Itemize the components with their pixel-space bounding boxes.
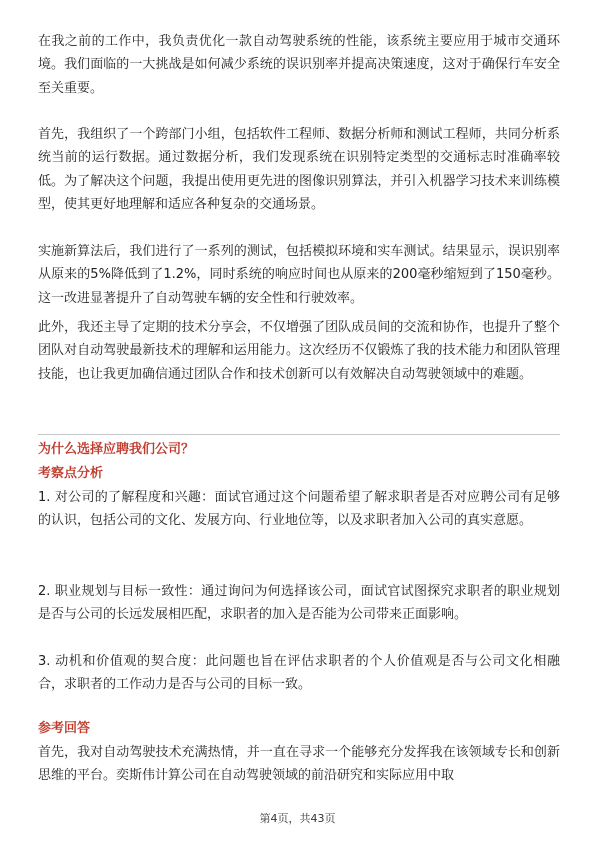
analysis-heading: 考察点分析: [38, 466, 104, 481]
answer-text: 首先，我对自动驾驶技术充满热情，并一直在寻求一个能够充分发挥我在该领域专长和创新思维的平台。奕斯伟计算公司在自动驾驶领域的前沿研究和实际应用中取: [38, 745, 560, 784]
paragraph-actions: 首先，我组织了一个跨部门小组，包括软件工程师、数据分析师和测试工程师，共同分析系统当前的运行数据。通过数据分析，我们发现系统在识别特定类型的交通标志时准确率较低。为了解决这个问题，我提出使用更先进的图像识别算法，并引入机器学习技术来训练模型，使其更好地理解和适应各种复杂的交通场景。: [38, 127, 560, 213]
answer-heading: 参考回答: [38, 721, 91, 736]
paragraph-extra: 此外，我还主导了定期的技术分享会，不仅增强了团队成员间的交流和协作，也提升了整个团队对自动驾驶最新技术的理解和运用能力。这次经历不仅锻炼了我的技术能力和团队管理技能，也让我更加确信通过团队合作和技术创新可以有效解决自动驾驶领域中的难题。: [38, 320, 560, 382]
paragraph-context: 在我之前的工作中，我负责优化一款自动驾驶系统的性能，该系统主要应用于城市交通环境。我们面临的一大挑战是如何减少系统的误识别率并提高决策速度，这对于确保行车安全至关重要。: [38, 34, 560, 96]
analysis-item-1: 1. 对公司的了解程度和兴趣：面试官通过这个问题希望了解求职者是否对应聘公司有足够的认识，包括公司的文化、发展方向、行业地位等，以及求职者加入公司的真实意愿。: [38, 490, 560, 529]
section-divider: [38, 434, 560, 435]
paragraph-results: 实施新算法后，我们进行了一系列的测试，包括模拟环境和实车测试。结果显示，误识别率从原来的5%降低到了1.2%，同时系统的响应时间也从原来的200毫秒缩短到了150毫秒。这一改进显著提升了自动驾驶车辆的安全性和行驶效率。: [38, 244, 560, 306]
analysis-item-3: 3. 动机和价值观的契合度：此问题也旨在评估求职者的个人价值观是否与公司文化相融合，求职者的工作动力是否与公司的目标一致。: [38, 654, 560, 693]
page-number: 第4页，共43页: [259, 812, 336, 825]
analysis-item-2: 2. 职业规划与目标一致性：通过询问为何选择该公司，面试官试图探究求职者的职业规划是否与公司的长远发展相匹配，求职者的加入是否能为公司带来正面影响。: [38, 584, 560, 623]
question-heading: 为什么选择应聘我们公司？: [38, 442, 195, 457]
